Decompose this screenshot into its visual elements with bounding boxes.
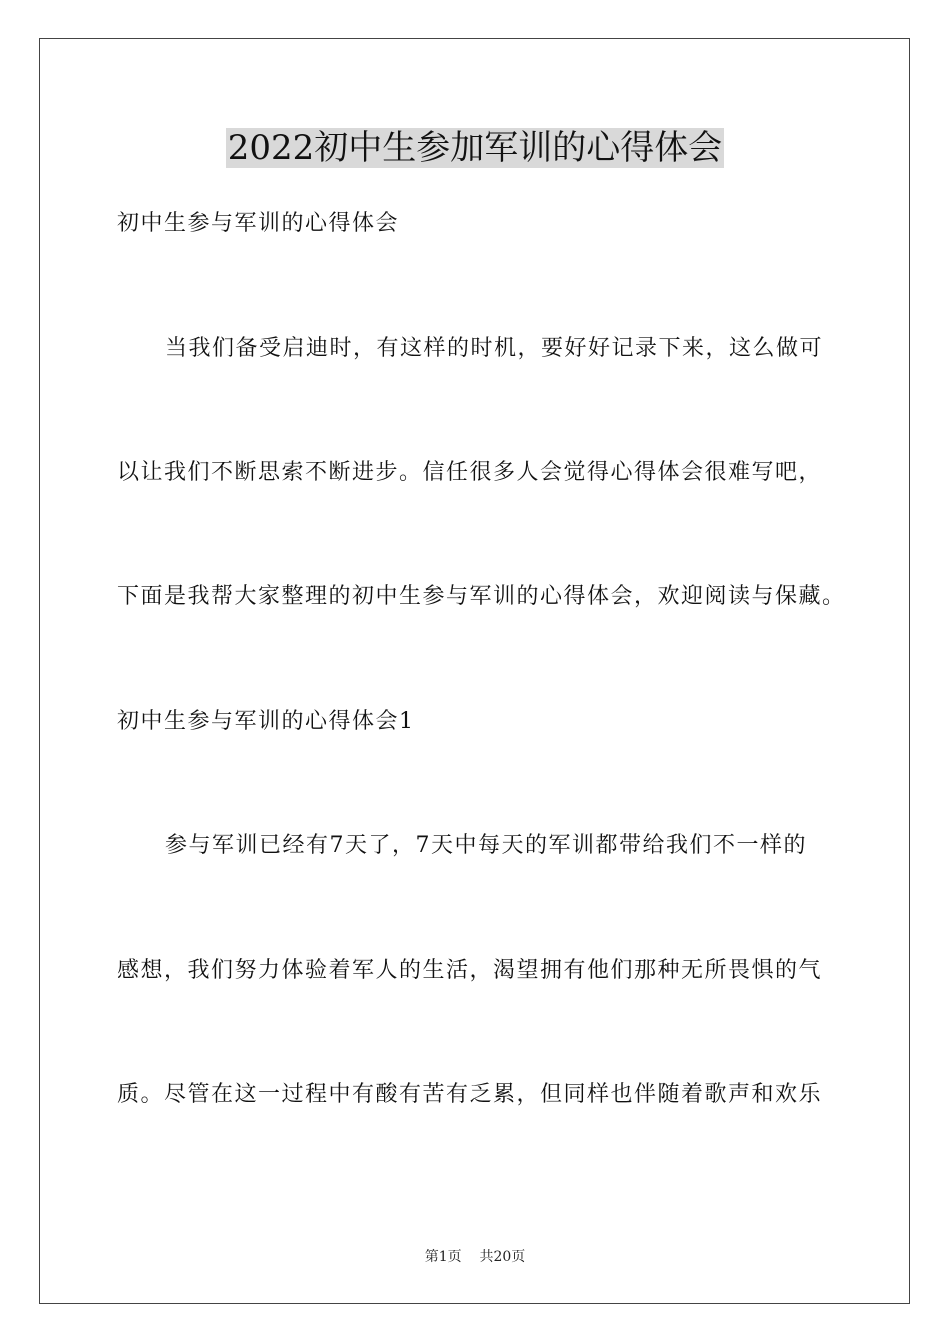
page-number-footer: 第1页 共20页 (424, 1249, 526, 1265)
paragraph-line: 感想，我们努力体验着军人的生活，渴望拥有他们那种无所畏惧的气 (117, 958, 823, 983)
document-title-text: 2022初中生参加军训的心得体会 (227, 128, 723, 168)
paragraph-line: 质。尽管在这一过程中有酸有苦有乏累，但同样也伴随着歌声和欢乐 (117, 1082, 823, 1107)
paragraph-line: 当我们备受启迪时，有这样的时机，要好好记录下来，这么做可 (165, 336, 824, 361)
paragraph-line: 以让我们不断思索不断进步。信任很多人会觉得心得体会很难写吧， (117, 460, 823, 485)
paragraph-line: 参与军训已经有7天了，7天中每天的军训都带给我们不一样的 (165, 833, 807, 858)
document-title (0, 125, 950, 171)
section-heading: 初中生参与军训的心得体会1 (117, 709, 415, 734)
paragraph-line: 下面是我帮大家整理的初中生参与军训的心得体会，欢迎阅读与保藏。 (117, 584, 846, 609)
section-heading: 初中生参与军训的心得体会 (117, 211, 400, 236)
